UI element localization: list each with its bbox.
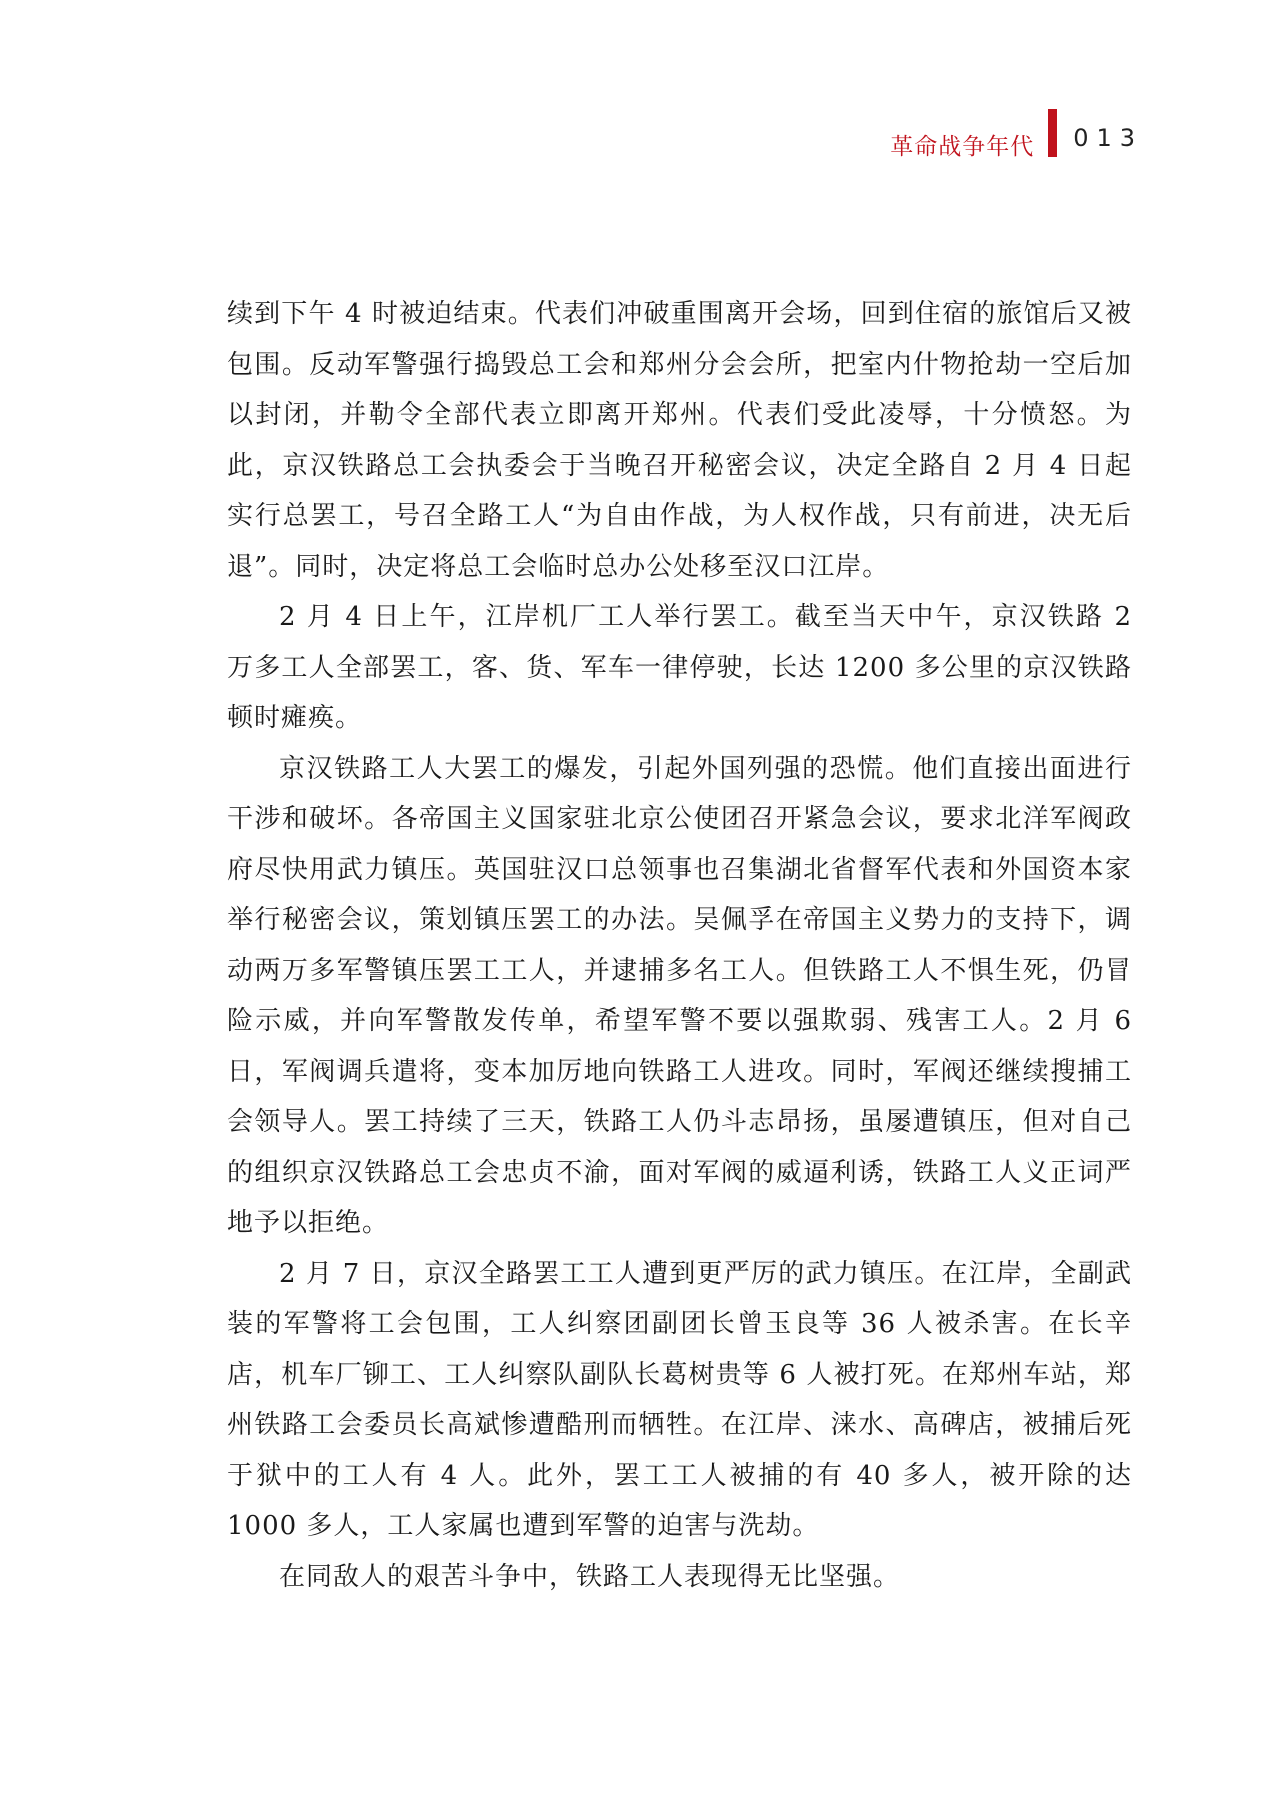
body-text: [227, 289, 1132, 1602]
page-header: [890, 118, 1143, 158]
page-number: 013: [1073, 124, 1143, 152]
paragraph: 2 月 7 日，京汉全路罢工工人遭到更严厉的武力镇压。在江岸，全副武装的军警将工会包围，工人纠察团副团长曾玉良等 36 人被杀害。在长辛店，机车厂铆工、工人纠察队副队长葛树贵等 6 人被打死。在郑州车站，郑州铁路工会委员长高斌惨遭酷刑而牺牲。在江岸、涞水、高碑店，被捕后死于狱中的工人有 4 人。此外，罢工工人被捕的有 40 多人，被开除的达 1000 多人，工人家属也遭到军警的迫害与洗劫。: [227, 1258, 1132, 1541]
paragraph-continued: 续到下午 4 时被迫结束。代表们冲破重围离开会场，回到住宿的旅馆后又被包围。反动军警强行捣毁总工会和郑州分会会所，把室内什物抢劫一空后加以封闭，并勒令全部代表立即离开郑州。代表们受此凌辱，十分愤怒。为此，京汉铁路总工会执委会于当晚召开秘密会议，决定全路自 2 月 4 日起实行总罢工，号召全路工人“为自由作战，为人权作战，只有前进，决无后退”。同时，决定将总工会临时总办公处移至汉口江岸。: [227, 299, 1132, 582]
paragraph: 在同敌人的艰苦斗争中，铁路工人表现得无比坚强。: [279, 1561, 901, 1592]
paragraph: 2 月 4 日上午，江岸机厂工人举行罢工。截至当天中午，京汉铁路 2 万多工人全部罢工，客、货、军车一律停驶，长达 1200 多公里的京汉铁路顿时瘫痪。: [227, 602, 1132, 733]
header-divider-bar: [1048, 109, 1057, 157]
paragraph: 京汉铁路工人大罢工的爆发，引起外国列强的恐慌。他们直接出面进行干涉和破坏。各帝国主义国家驻北京公使团召开紧急会议，要求北洋军阀政府尽快用武力镇压。英国驻汉口总领事也召集湖北省督军代表和外国资本家举行秘密会议，策划镇压罢工的办法。吴佩孚在帝国主义势力的支持下，调动两万多军警镇压罢工工人，并逮捕多名工人。但铁路工人不惧生死，仍冒险示威，并向军警散发传单，希望军警不要以强欺弱、残害工人。2 月 6 日，军阀调兵遣将，变本加厉地向铁路工人进攻。同时，军阀还继续搜捕工会领导人。罢工持续了三天，铁路工人仍斗志昂扬，虽屡遭镇压，但对自己的组织京汉铁路总工会忠贞不渝，面对军阀的威逼利诱，铁路工人义正词严地予以拒绝。: [227, 753, 1132, 1238]
chapter-title: 革命战争年代: [890, 133, 1035, 160]
